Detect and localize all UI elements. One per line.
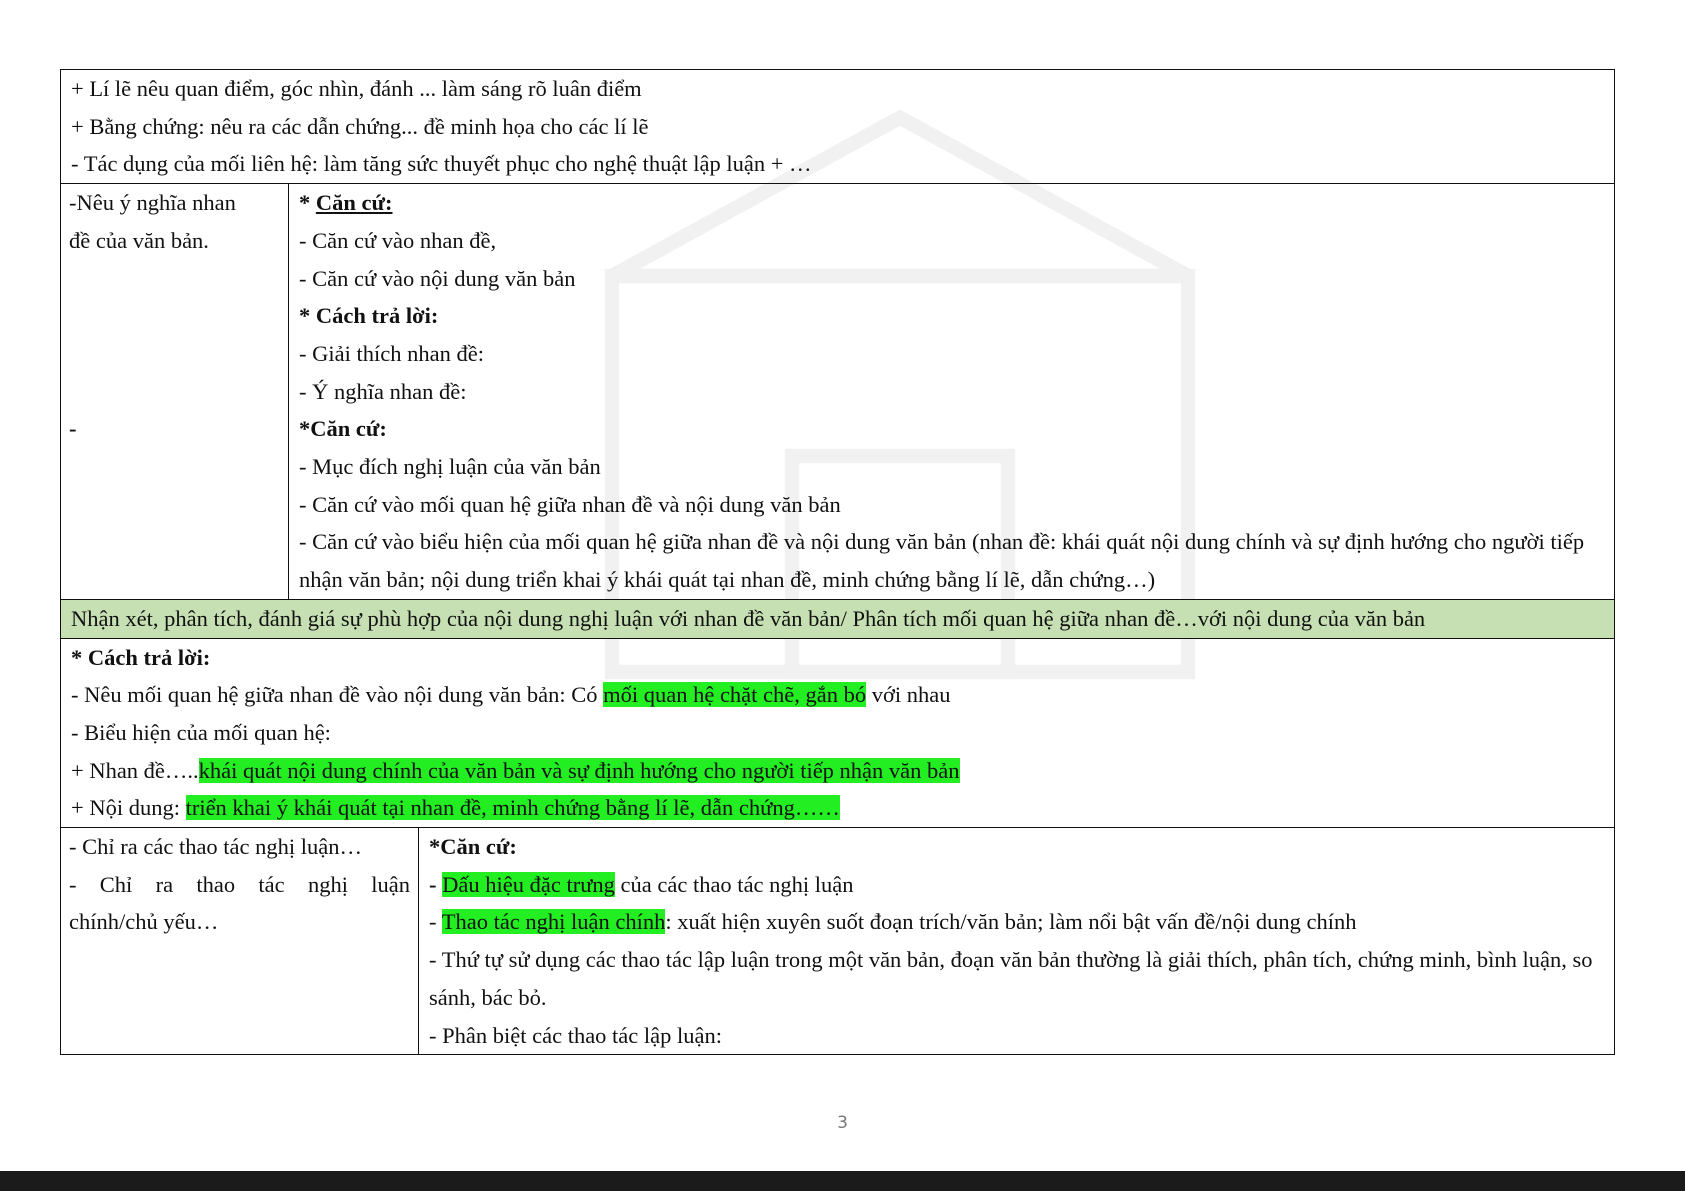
text-line: - Phân biệt các thao tác lập luận: — [429, 1022, 723, 1048]
highlight: Dấu hiệu đặc trưng — [442, 871, 615, 897]
section-heading: *Căn cứ: — [299, 416, 387, 442]
text-line: - Căn cứ vào nội dung văn bản — [299, 265, 576, 291]
row-operations-question — [61, 828, 419, 1054]
section-heading: Căn cứ: — [315, 190, 393, 216]
text-line: - — [69, 416, 77, 442]
highlight: triển khai ý khái quát tại nhan đề, minh chứng bằng lí lẽ, dẫn chứng…… — [185, 795, 840, 821]
text-line: - Căn cứ vào nhan đề, — [299, 227, 497, 253]
viewer-bottom-bar — [0, 1171, 1685, 1191]
page-number: 3 — [837, 1113, 848, 1133]
row-argument-operations — [61, 827, 1614, 1054]
row-argument-notes — [61, 70, 1614, 183]
highlight: khái quát nội dung chính của văn bản và sự định hướng cho người tiếp nhận văn bản — [198, 757, 960, 783]
text-line: + Nhan đề…..khái quát nội dung chính của văn bản và sự định hướng cho người tiếp nhận văn bản — [71, 757, 960, 783]
row-relationship-answer — [61, 638, 1614, 828]
text-line: - Ý nghĩa nhan đề: — [299, 378, 467, 404]
row-title-meaning-question — [61, 184, 289, 599]
text-line: + Bằng chứng: nêu ra các dẫn chứng... đề minh họa cho các lí lẽ — [71, 113, 649, 139]
text-line: - Giải thích nhan đề: — [299, 340, 484, 366]
row-title-meaning-answer — [289, 184, 1614, 599]
text-paragraph: - Căn cứ vào biểu hiện của mối quan hệ giữa nhan đề và nội dung văn bản (nhan đề: khái quát nội dung chính và sự định hướng cho người tiếp nhận văn bản; nội dung triển khai ý khái quát tại nhan đề, minh chứng bằng lí lẽ, dẫn chứng…) — [299, 529, 1585, 593]
text-paragraph: - Thứ tự sử dụng các thao tác lập luận trong một văn bản, đoạn văn bản thường là giải thích, phân tích, chứng minh, bình luận, so sánh, bác bỏ. — [429, 947, 1593, 1010]
text-line: - Tác dụng của mối liên hệ: làm tăng sức thuyết phục cho nghệ thuật lập luận + … — [71, 151, 812, 177]
section-heading: * Cách trả lời: — [299, 303, 439, 329]
highlight: Thao tác nghị luận chính — [441, 909, 666, 935]
highlight: mối quan hệ chặt chẽ, gắn bó — [603, 682, 867, 708]
section-heading: * Cách trả lời: — [71, 644, 211, 670]
text-line: -Nêu ý nghĩa nhan — [69, 190, 236, 216]
section-band-text: Nhận xét, phân tích, đánh giá sự phù hợp của nội dung nghị luận với nhan đề văn bản/ Phân tích mối quan hệ giữa nhan đề…với nội dung của văn bản — [71, 605, 1426, 631]
section-heading: *Căn cứ: — [429, 834, 517, 860]
text-line: - Căn cứ vào mối quan hệ giữa nhan đề và nội dung văn bản — [299, 491, 841, 517]
text-line: - Dấu hiệu đặc trưng của các thao tác nghị luận — [429, 871, 854, 897]
text-line: + Lí lẽ nêu quan điểm, góc nhìn, đánh ... làm sáng rõ luân điểm — [71, 76, 642, 101]
row-operations-answer — [419, 828, 1614, 1054]
text-line: - Thao tác nghị luận chính: xuất hiện xuyên suốt đoạn trích/văn bản; làm nổi bật vấn đề/nội dung chính — [429, 909, 1357, 935]
text-line: - Chỉ ra các thao tác nghị luận… — [69, 834, 363, 860]
row-title-meaning — [61, 183, 1614, 599]
text-line: chính/chủ yếu… — [69, 909, 219, 935]
row-relationship-heading — [61, 599, 1614, 638]
text-line: đề của văn bản. — [69, 227, 209, 253]
text-line: - Nêu mối quan hệ giữa nhan đề vào nội dung văn bản: Có mối quan hệ chặt chẽ, gắn bó với nhau — [71, 682, 951, 708]
bullet-star: * — [299, 190, 316, 216]
text-line: + Nội dung: triển khai ý khái quát tại nhan đề, minh chứng bằng lí lẽ, dẫn chứng…… — [71, 795, 840, 821]
content-table — [60, 69, 1615, 1055]
text-line: - Biểu hiện của mối quan hệ: — [71, 719, 331, 745]
text-line: - Chỉ ra thao tác nghị luận — [69, 871, 410, 897]
text-line: - Mục đích nghị luận của văn bản — [299, 454, 601, 480]
